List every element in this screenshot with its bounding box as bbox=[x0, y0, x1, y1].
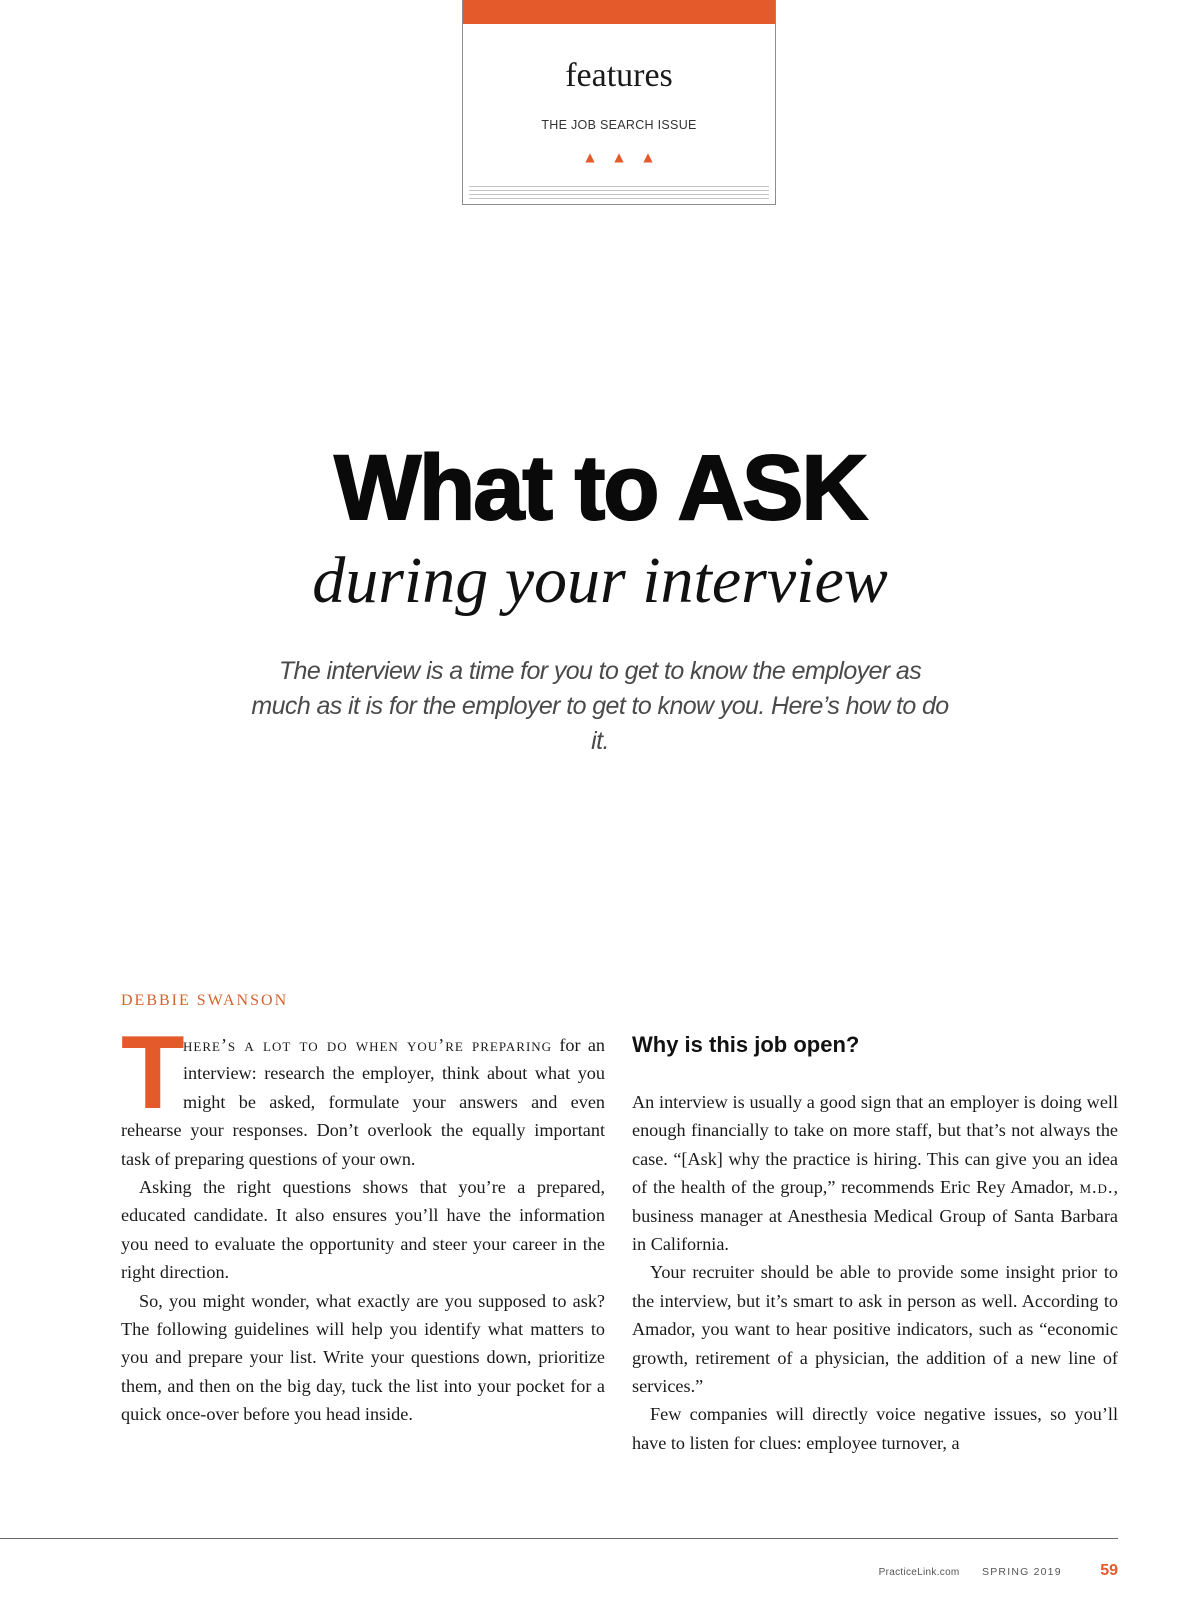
triangle-decoration-icon: ▲ ▲ ▲ bbox=[585, 150, 661, 164]
footer-rule bbox=[0, 1538, 1118, 1539]
paragraph-text: , business manager at Anesthesia Medical Group of Santa Barbara in California. bbox=[632, 1177, 1118, 1255]
paragraph-text: An interview is usually a good sign that an employer is doing well enough financially to take on more staff, but that’s not always the case. “[Ask] why the practice is hiring. This can give you an idea of the health of the group,” recommends Eric Rey Amador, bbox=[632, 1092, 1118, 1198]
paragraph: Few companies will directly voice negative issues, so you’ll have to listen for clues: employee turnover, a bbox=[632, 1404, 1118, 1453]
paragraph: Your recruiter should be able to provide some insight prior to the interview, but it’s smart to ask in person as well. According to Amador, you want to hear positive indicators, such as “economic growth, retirement of a physician, the addition of a new line of services.” bbox=[632, 1262, 1118, 1397]
article-dek: The interview is a time for you to get to know the employer as much as it is for the employer to get to know you. Here’s how to do it. bbox=[251, 657, 949, 755]
left-column bbox=[121, 1015, 605, 1429]
article-headline: What to ASK bbox=[334, 437, 866, 539]
drop-cap: T bbox=[121, 1015, 185, 1131]
credential: m.d. bbox=[1079, 1177, 1114, 1198]
tab-rule-lines bbox=[469, 186, 769, 202]
paragraph bbox=[121, 1015, 605, 1173]
paragraph-text: for an interview: research the employer, think about what you might be asked, formulate your answers and even rehearse your responses. Don’t overlook the equally important task of preparing questions of your own. bbox=[121, 1035, 605, 1169]
section-subtitle: THE JOB SEARCH ISSUE bbox=[541, 118, 697, 132]
byline: DEBBIE SWANSON bbox=[121, 992, 289, 1009]
paragraph bbox=[632, 1088, 1118, 1258]
footer-site: PracticeLink.com bbox=[878, 1567, 960, 1578]
page-number: 59 bbox=[1100, 1562, 1118, 1579]
section-tab bbox=[462, 0, 776, 205]
footer-issue: SPRING 2019 bbox=[982, 1566, 1062, 1578]
article-subheadline: during your interview bbox=[312, 544, 888, 617]
paragraph: Asking the right questions shows that you’re a prepared, educated candidate. It also ensures you’ll have the information you need to evaluate the opportunity and steer your career in the right direction. bbox=[121, 1177, 605, 1283]
tab-accent-bar bbox=[463, 0, 775, 24]
section-heading: Why is this job open? bbox=[632, 1032, 860, 1057]
right-column bbox=[632, 1031, 1118, 1457]
lead-in: here’s a lot to do when you’re preparing bbox=[183, 1035, 553, 1055]
section-title: features bbox=[565, 57, 673, 94]
paragraph: So, you might wonder, what exactly are you supposed to ask? The following guidelines will help you identify what matters to you and prepare your list. Write your questions down, prioritize them, and then on the big day, tuck the list into your pocket for a quick once-over before you head inside. bbox=[121, 1290, 605, 1425]
page-footer bbox=[879, 1562, 1118, 1580]
